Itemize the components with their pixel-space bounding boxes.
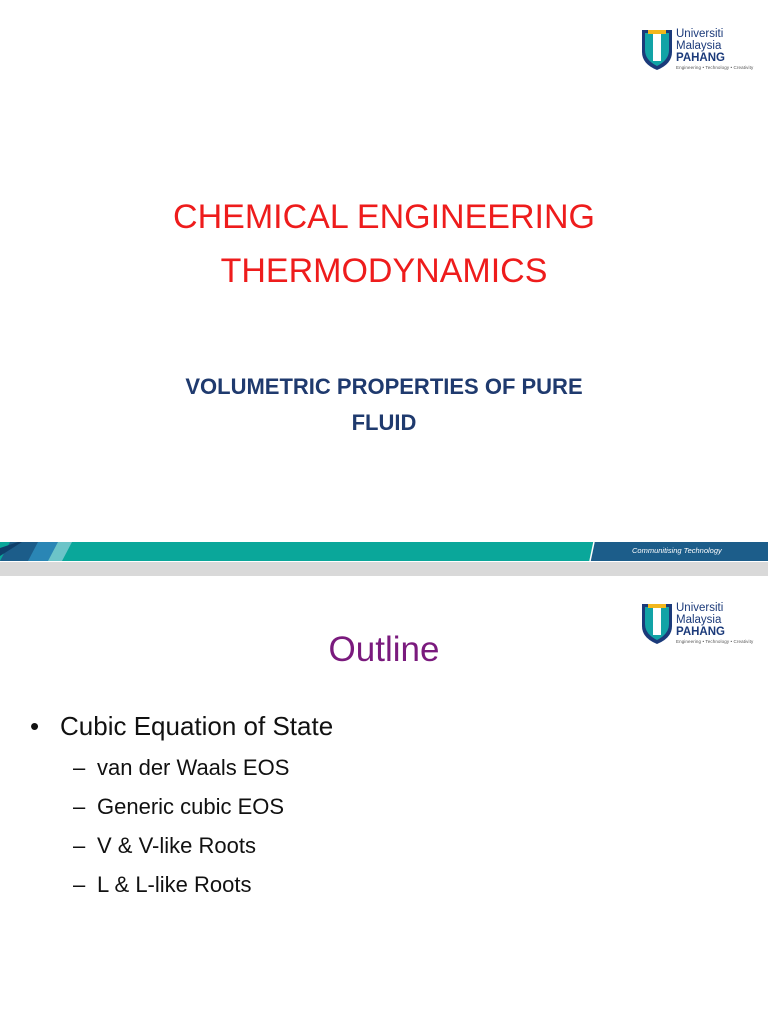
dash-marker: – <box>73 794 86 819</box>
sub-item-text: V & V-like Roots <box>97 833 256 858</box>
title-line-2: THERMODYNAMICS <box>220 252 548 290</box>
sub-item <box>73 868 251 902</box>
logo-line-malaysia: Malaysia <box>676 40 722 52</box>
dash-marker: – <box>73 833 86 858</box>
logo-line-malaysia: Malaysia <box>676 614 722 626</box>
sub-item <box>73 751 289 785</box>
sub-item <box>73 790 284 824</box>
logo-line-pahang: PAHANG <box>676 626 725 638</box>
outline-slide <box>0 576 768 1024</box>
sub-item-text: van der Waals EOS <box>97 755 290 780</box>
bullet-marker: • <box>30 711 40 741</box>
logo-line-universiti: Universiti <box>676 28 724 40</box>
sub-item-text: Generic cubic EOS <box>97 794 285 819</box>
bullet-item <box>30 706 333 746</box>
subtitle-line-1: VOLUMETRIC PROPERTIES OF PURE <box>185 374 583 399</box>
logo-tagline: Engineering • Technology • Creativity <box>676 639 754 644</box>
outline-title: Outline <box>328 630 440 669</box>
footer-tagline: Communitising Technology <box>632 546 722 555</box>
bullet-text: Cubic Equation of State <box>60 711 334 741</box>
logo-tagline: Engineering • Technology • Creativity <box>676 65 754 70</box>
subtitle-line-2: FLUID <box>351 410 417 435</box>
shield-icon <box>640 28 674 72</box>
sub-item <box>73 829 256 863</box>
university-logo <box>640 28 752 76</box>
title-line-1: CHEMICAL ENGINEERING <box>173 198 595 236</box>
dash-marker: – <box>73 872 86 897</box>
logo-line-universiti: Universiti <box>676 602 724 614</box>
logo-line-pahang: PAHANG <box>676 52 725 64</box>
dash-marker: – <box>73 755 86 780</box>
sub-item-text: L & L-like Roots <box>97 872 252 897</box>
